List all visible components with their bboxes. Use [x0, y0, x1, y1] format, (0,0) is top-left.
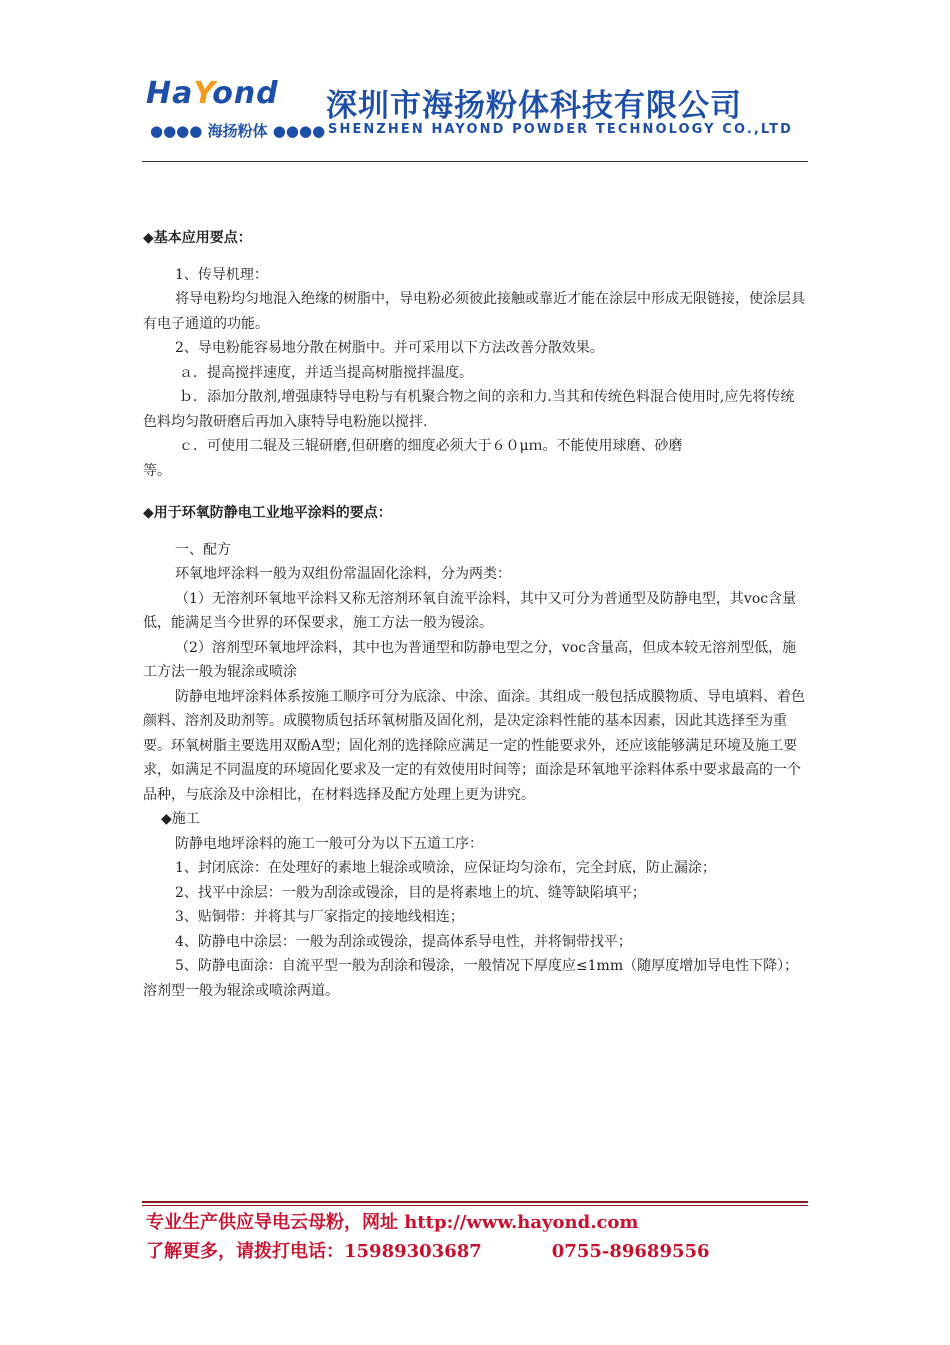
paragraph: 1、传导机理：: [175, 266, 268, 283]
list-item: 2、找平中涂层：一般为刮涂或镘涂，目的是将素地上的坑、缝等缺陷填平；: [175, 884, 646, 901]
logo-wordmark: HaYond: [146, 76, 279, 111]
footer-phone: 0755-89689556: [551, 1241, 710, 1262]
footer-divider: [142, 1201, 808, 1203]
paragraph: ｃ．可使用二辊及三辊研磨,但研磨的细度必须大于６０μｍ。不能使用球磨、砂磨: [179, 438, 683, 454]
paragraph: 防静电地坪涂料的施工一般可分为以下五道工序：: [175, 835, 483, 852]
footer: [146, 1208, 806, 1266]
list-item: 3、贴铜带：并将其与厂家指定的接地线相连；: [175, 909, 464, 925]
subsection-heading: ◆施工: [161, 811, 200, 827]
document-body: [143, 226, 807, 1003]
logo-subtitle: ●●●● 海扬粉体 ●●●●: [150, 122, 326, 140]
section-heading: ◆基本应用要点：: [143, 230, 252, 246]
footer-website-line: 专业生产供应导电云母粉，网址 http://www.hayond.com: [146, 1212, 639, 1233]
paragraph: 等。: [143, 462, 171, 479]
footer-contact-line: [146, 1237, 806, 1266]
paragraph: ａ．提高搅拌速度，并适当提高树脂搅拌温度。: [179, 364, 473, 381]
section-heading: ◆用于环氧防静电工业地平涂料的要点：: [143, 505, 392, 521]
footer-divider-thin: [142, 1205, 808, 1206]
paragraph: ｂ．添加分散剂,增强康特导电粉与有机聚合物之间的亲和力.当其和传统色料混合使用时,应先将传统色料均匀散研磨后再加入康特导电粉施以搅拌.: [143, 389, 795, 430]
company-logo: [146, 76, 326, 146]
paragraph: 将导电粉均匀地混入绝缘的树脂中，导电粉必须彼此接触或靠近才能在涂层中形成无限链接，使涂层具有电子通道的功能。: [143, 291, 805, 332]
footer-mobile: 了解更多，请拨打电话：15989303687: [146, 1241, 482, 1262]
list-item: 4、防静电中涂层：一般为刮涂或镘涂，提高体系导电性，并将铜带找平；: [175, 933, 632, 950]
letterhead: [142, 70, 810, 162]
paragraph: 防静电地坪涂料体系按施工顺序可分为底涂、中涂、面涂。其组成一般包括成膜物质、导电填料、着色颜料、溶剂及助剂等。成膜物质包括环氧树脂及固化剂，是决定涂料性能的基本因素，因此其选择至为重要。环氧树脂主要选用双酚A型；固化剂的选择除应满足一定的性能要求外，还应该能够满足环境及施工要求，如满足不同温度的环境固化要求及一定的有效使用时间等；面涂是环氧地平涂料体系中要求最高的一个品种，与底涂及中涂相比，在材料选择及配方处理上更为讲究。: [143, 688, 805, 803]
company-name-english: SHENZHEN HAYOND POWDER TECHNOLOGY CO.,LTD: [328, 122, 793, 137]
paragraph: 2、导电粉能容易地分散在树脂中。并可采用以下方法改善分散效果。: [175, 340, 604, 356]
list-item: 1、封闭底涂：在处理好的素地上辊涂或喷涂，应保证均匀涂布，完全封底，防止漏涂；: [175, 860, 716, 876]
paragraph: 环氧地坪涂料一般为双组份常温固化涂料，分为两类：: [175, 566, 511, 582]
paragraph: （1）无溶剂环氧地平涂料又称无溶剂环氧自流平涂料，其中又可分为普通型及防静电型，其voc含量低，能满足当今世界的环保要求，施工方法一般为镘涂。: [143, 590, 797, 631]
paragraph: （2）溶剂型环氧地坪涂料，其中也为普通型和防静电型之分，voc含量高，但成本较无溶剂型低，施工方法一般为辊涂或喷涂: [143, 639, 797, 680]
list-item: 5、防静电面涂：自流平型一般为刮涂和镘涂，一般情况下厚度应≤1mm（随厚度增加导电性下降）；溶剂型一般为辊涂或喷涂两道。: [143, 958, 799, 999]
paragraph: 一、配方: [175, 541, 231, 558]
company-name-chinese: 深圳市海扬粉体科技有限公司: [326, 88, 742, 124]
header-divider: [142, 161, 808, 162]
